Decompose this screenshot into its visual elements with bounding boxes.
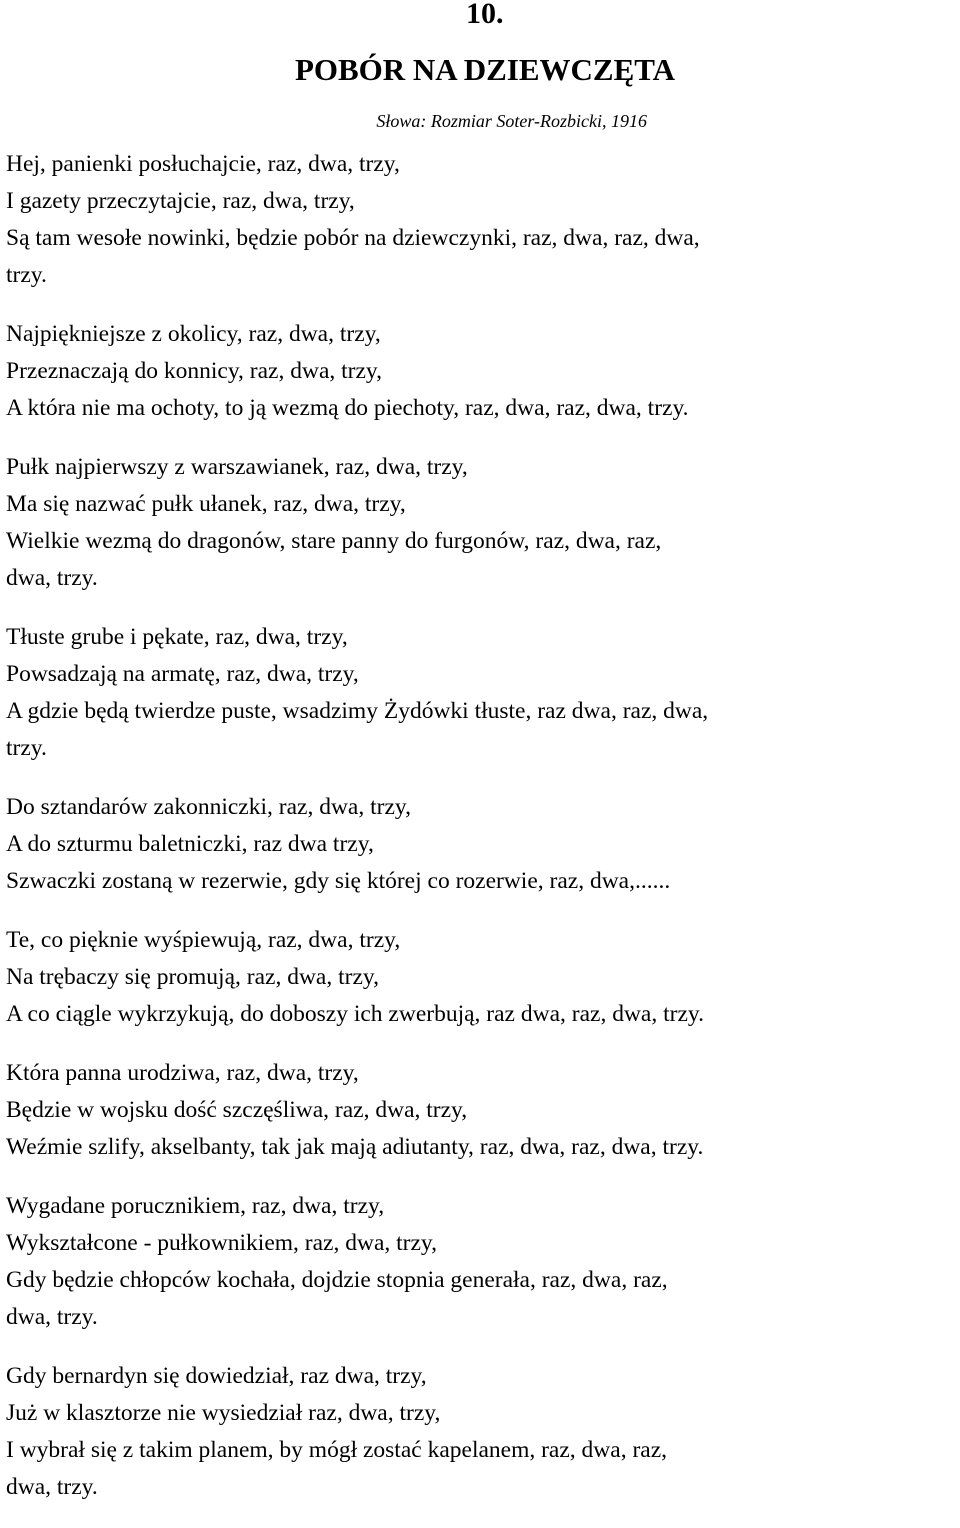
lyric-line: A do szturmu baletniczki, raz dwa trzy, [6, 831, 374, 857]
lyric-line: Już w klasztorze nie wysiedział raz, dwa, trzy, [6, 1400, 441, 1426]
page-number: 10. [466, 0, 504, 30]
lyric-line: Przeznaczają do konnicy, raz, dwa, trzy, [6, 358, 383, 384]
stanza-9 [6, 1358, 960, 1506]
lyric-line: dwa, trzy. [6, 565, 98, 591]
lyric-line: Weźmie szlify, akselbanty, tak jak mają adiutanty, raz, dwa, raz, dwa, trzy. [6, 1134, 704, 1160]
lyric-line: Będzie w wojsku dość szczęśliwa, raz, dwa, trzy, [6, 1097, 468, 1123]
stanza-7 [6, 1055, 960, 1166]
lyric-line: A gdzie będą twierdze puste, wsadzimy Żydówki tłuste, raz dwa, raz, dwa, [6, 698, 709, 724]
lyric-line: Wygadane porucznikiem, raz, dwa, trzy, [6, 1193, 385, 1219]
lyric-line: Tłuste grube i pękate, raz, dwa, trzy, [6, 624, 348, 650]
stanza-1 [6, 146, 960, 294]
lyric-line: Wykształcone - pułkownikiem, raz, dwa, trzy, [6, 1230, 438, 1256]
lyric-line: Powsadzają na armatę, raz, dwa, trzy, [6, 661, 359, 687]
lyric-line: Te, co pięknie wyśpiewują, raz, dwa, trzy, [6, 927, 401, 953]
stanza-4 [6, 619, 960, 767]
lyric-line: Do sztandarów zakonniczki, raz, dwa, trzy, [6, 794, 411, 820]
lyric-line: Gdy bernardyn się dowiedział, raz dwa, trzy, [6, 1363, 427, 1389]
lyric-line: trzy. [6, 735, 47, 761]
lyric-line: Są tam wesołe nowinki, będzie pobór na dziewczynki, raz, dwa, raz, dwa, [6, 225, 700, 251]
song-title: POBÓR NA DZIEWCZĘTA [294, 52, 676, 87]
lyric-line: Najpiękniejsze z okolicy, raz, dwa, trzy, [6, 321, 381, 347]
stanza-5 [6, 789, 960, 900]
stanza-3 [6, 449, 960, 597]
stanza-8 [6, 1188, 960, 1336]
lyric-line: Ma się nazwać pułk ułanek, raz, dwa, trzy, [6, 491, 406, 517]
stanza-6 [6, 922, 960, 1033]
lyric-line: A która nie ma ochoty, to ją wezmą do piechoty, raz, dwa, raz, dwa, trzy. [6, 395, 689, 421]
lyrics-body [6, 146, 960, 1528]
lyric-line: dwa, trzy. [6, 1304, 98, 1330]
lyric-line: Hej, panienki posłuchajcie, raz, dwa, trzy, [6, 151, 400, 177]
lyric-line: Pułk najpierwszy z warszawianek, raz, dwa, trzy, [6, 454, 468, 480]
lyric-line: I wybrał się z takim planem, by mógł zostać kapelanem, raz, dwa, raz, [6, 1437, 668, 1463]
lyric-line: Na trębaczy się promują, raz, dwa, trzy, [6, 964, 379, 990]
lyric-line: Gdy będzie chłopców kochała, dojdzie stopnia generała, raz, dwa, raz, [6, 1267, 668, 1293]
lyric-line: Wielkie wezmą do dragonów, stare panny do furgonów, raz, dwa, raz, [6, 528, 662, 554]
lyric-line: Szwaczki zostaną w rezerwie, gdy się której co rozerwie, raz, dwa,...... [6, 868, 671, 894]
lyrics-author: Słowa: Rozmiar Soter-Rozbicki, 1916 [376, 111, 647, 131]
lyric-line: I gazety przeczytajcie, raz, dwa, trzy, [6, 188, 355, 214]
lyric-line: Która panna urodziwa, raz, dwa, trzy, [6, 1060, 359, 1086]
stanza-2 [6, 316, 960, 427]
lyric-line: A co ciągle wykrzykują, do doboszy ich zwerbują, raz dwa, raz, dwa, trzy. [6, 1001, 704, 1027]
lyric-line: trzy. [6, 262, 47, 288]
lyric-line: dwa, trzy. [6, 1474, 98, 1500]
